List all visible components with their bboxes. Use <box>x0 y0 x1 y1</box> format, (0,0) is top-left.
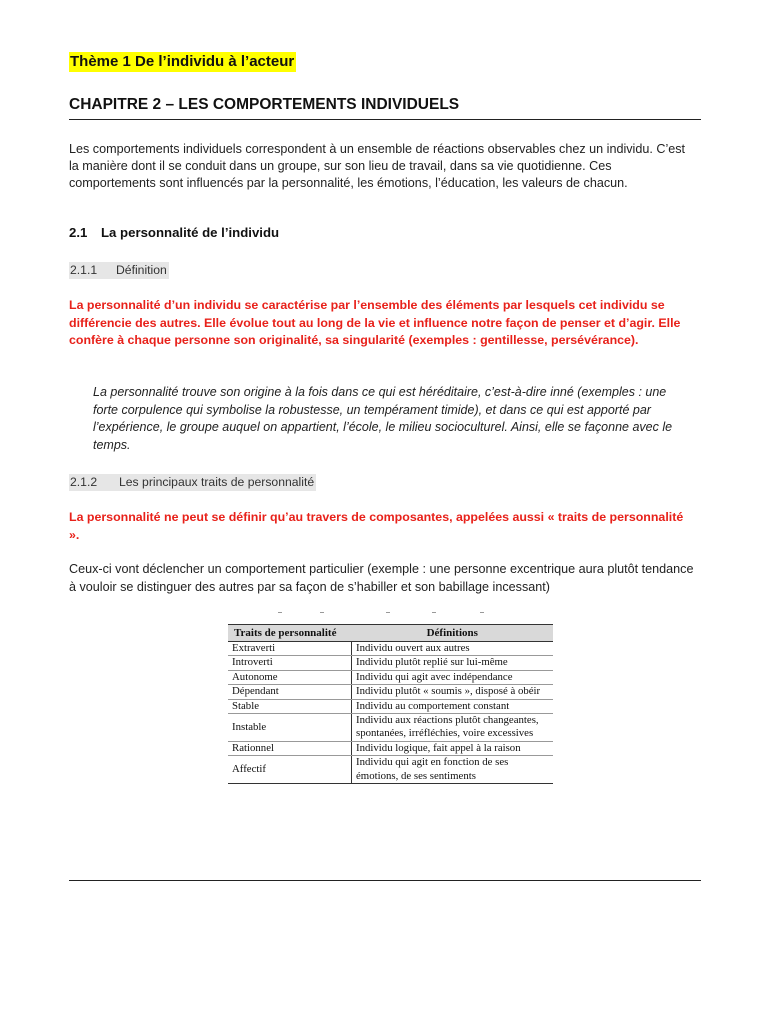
table-row <box>228 756 553 784</box>
definition-cell: Individu plutôt replié sur lui-même <box>352 656 554 670</box>
subsection-title: Définition <box>116 263 167 277</box>
traits-definition-paragraph: La personnalité ne peut se définir qu’au travers de composantes, appelées aussi « traits de personnalité ». <box>69 510 684 542</box>
personality-traits-table <box>228 624 553 784</box>
trait-cell: Autonome <box>228 670 352 684</box>
table-header-row <box>228 625 553 642</box>
definition-cell: Individu plutôt « soumis », disposé à obéir <box>352 685 554 699</box>
trait-cell: Instable <box>228 714 352 742</box>
table-row <box>228 714 553 742</box>
definition-cell: Individu logique, fait appel à la raison <box>352 741 554 755</box>
traits-body-paragraph: Ceux-ci vont déclencher un comportement particulier (exemple : une personne excentrique aura plutôt tendance à vouloir se distinguer des autres par sa façon de s’habiller et son babillage incessant) <box>69 562 694 594</box>
subsection-number: 2.1.2 <box>70 475 98 489</box>
table-header-definitions: Définitions <box>352 625 554 642</box>
trait-cell: Extraverti <box>228 642 352 656</box>
table-row <box>228 741 553 755</box>
subsection-heading-2-1-1 <box>69 262 169 279</box>
table-row <box>228 642 553 656</box>
definition-cell: Individu qui agit en fonction de ses émotions, de ses sentiments <box>356 756 509 782</box>
subsection-number: 2.1.1 <box>70 263 98 277</box>
cropped-text-remnant <box>268 609 508 615</box>
theme-title: Thème 1 De l’individu à l’acteur <box>70 53 295 70</box>
definition-cell: Individu ouvert aux autres <box>352 642 554 656</box>
definition-cell: Individu qui agit avec indépendance <box>352 670 554 684</box>
bottom-divider <box>69 880 701 881</box>
subsection-title: Les principaux traits de personnalité <box>119 475 315 489</box>
table-header-traits: Traits de personnalité <box>228 625 352 642</box>
definition-paragraph: La personnalité d’un individu se caractérise par l’ensemble des éléments par lesquels cet individu se différencie des autres. Elle évolue tout au long de la vie et influence notre façon de penser et d’agir. Elle confère à chaque personne son originalité, sa singularité (exemples : gentillesse, persévérance). <box>69 298 681 348</box>
trait-cell: Introverti <box>228 656 352 670</box>
table-row <box>228 670 553 684</box>
table-row <box>228 685 553 699</box>
intro-paragraph: Les comportements individuels correspondent à un ensemble de réactions observables chez un individu. C’est la manière dont il se conduit dans un groupe, sur son lieu de travail, dans sa vie quotidienne. Ces comportements sont influencés par la personnalité, les émotions, l’éducation, les valeurs de chacun. <box>69 142 686 191</box>
definition-cell: Individu au comportement constant <box>352 699 554 713</box>
trait-cell: Rationnel <box>228 741 352 755</box>
italic-note-paragraph: La personnalité trouve son origine à la fois dans ce qui est héréditaire, c’est-à-dire inné (exemples : une forte corpulence qui symbolise la robustesse, un tempérament timide), et dans ce qui est apporté par l’expérience, le groupe auquel on appartient, l’école, le milieu socioculturel. Ainsi, elle se façonne avec le temps. <box>93 385 673 452</box>
table-row <box>228 699 553 713</box>
section-number: 2.1 <box>69 225 88 240</box>
trait-cell: Affectif <box>228 756 352 784</box>
section-title: La personnalité de l’individu <box>101 225 280 240</box>
chapter-title: CHAPITRE 2 – LES COMPORTEMENTS INDIVIDUELS <box>69 96 701 120</box>
trait-cell: Stable <box>228 699 352 713</box>
definition-cell: Individu aux réactions plutôt changeantes, spontanées, irréfléchies, voire excessives <box>352 714 554 742</box>
subsection-heading-2-1-2 <box>69 474 316 491</box>
trait-cell: Dépendant <box>228 685 352 699</box>
table-row <box>228 656 553 670</box>
section-heading-2-1 <box>69 225 279 240</box>
